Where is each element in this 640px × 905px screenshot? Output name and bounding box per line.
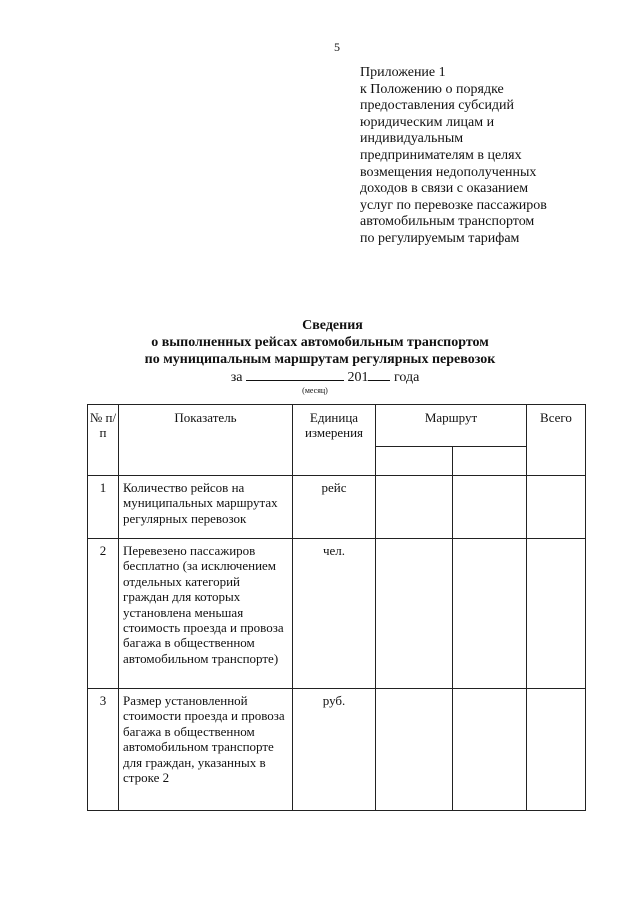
- appendix-line: автомобильным транспортом: [360, 214, 535, 230]
- header-indicator: Показатель: [119, 405, 293, 476]
- appendix-line: услуг по перевозке пассажиров: [360, 197, 547, 213]
- appendix-line: предпринимателям в целях: [360, 147, 522, 163]
- header-route: Маршрут: [376, 405, 527, 447]
- appendix-line: Приложение 1: [360, 65, 446, 80]
- month-hint: (месяц): [302, 386, 328, 395]
- row-indicator: Перевезено пассажиров бесплатно (за исключением отдельных категорий граждан для которых установлена меньшая стоимость проезда и провоза багажа в общественном автомобильном транспорте): [119, 539, 293, 689]
- report-table: [87, 404, 586, 811]
- row-unit: рейс: [293, 476, 376, 539]
- appendix-line: юридическим лицам и: [360, 114, 495, 130]
- row-num: 1: [88, 476, 119, 539]
- appendix-line: по регулируемым тарифам: [360, 230, 520, 246]
- period-line: [10, 368, 640, 386]
- table-header-row: [88, 405, 586, 447]
- title-line: по муниципальным маршрутам регулярных перевозок: [144, 352, 496, 367]
- page-number: 5: [334, 40, 340, 54]
- row-unit: чел.: [293, 539, 376, 689]
- appendix-line: предоставления субсидий: [360, 98, 515, 114]
- route-cell: [453, 689, 527, 811]
- row-indicator: Количество рейсов на муниципальных маршрутах регулярных перевозок: [119, 476, 293, 539]
- route-subcell: [376, 447, 453, 476]
- appendix-line: индивидуальным: [360, 131, 464, 147]
- appendix-line: к Положению о порядке: [360, 81, 504, 97]
- document-title: [0, 317, 640, 395]
- route-cell: [453, 476, 527, 539]
- row-unit: руб.: [293, 689, 376, 811]
- route-cell: [376, 539, 453, 689]
- total-cell: [527, 539, 586, 689]
- month-blank-field: [246, 368, 344, 381]
- table-row: [88, 476, 586, 539]
- table-row: [88, 689, 586, 811]
- row-num: 3: [88, 689, 119, 811]
- header-total: Всего: [527, 405, 586, 476]
- route-cell: [376, 689, 453, 811]
- route-subcell: [453, 447, 527, 476]
- table-row: [88, 539, 586, 689]
- total-cell: [527, 689, 586, 811]
- total-cell: [527, 476, 586, 539]
- appendix-line: возмещения недополученных: [360, 164, 537, 180]
- year-blank-field: [368, 368, 390, 381]
- appendix-note: [360, 65, 610, 248]
- row-num: 2: [88, 539, 119, 689]
- period-prefix: за: [230, 370, 243, 385]
- route-cell: [453, 539, 527, 689]
- year-prefix: 201: [347, 370, 369, 385]
- route-cell: [376, 476, 453, 539]
- title-line: о выполненных рейсах автомобильным транспортом: [151, 335, 489, 350]
- title-line: Сведения: [302, 318, 363, 333]
- appendix-line: доходов в связи с оказанием: [360, 181, 529, 197]
- row-indicator: Размер установленной стоимости проезда и провоза багажа в общественном автомобильном транспорте для граждан, указанных в строке 2: [119, 689, 293, 811]
- period-suffix: года: [393, 370, 420, 385]
- header-num: № п/п: [88, 405, 119, 476]
- header-unit: Единица измерения: [293, 405, 376, 476]
